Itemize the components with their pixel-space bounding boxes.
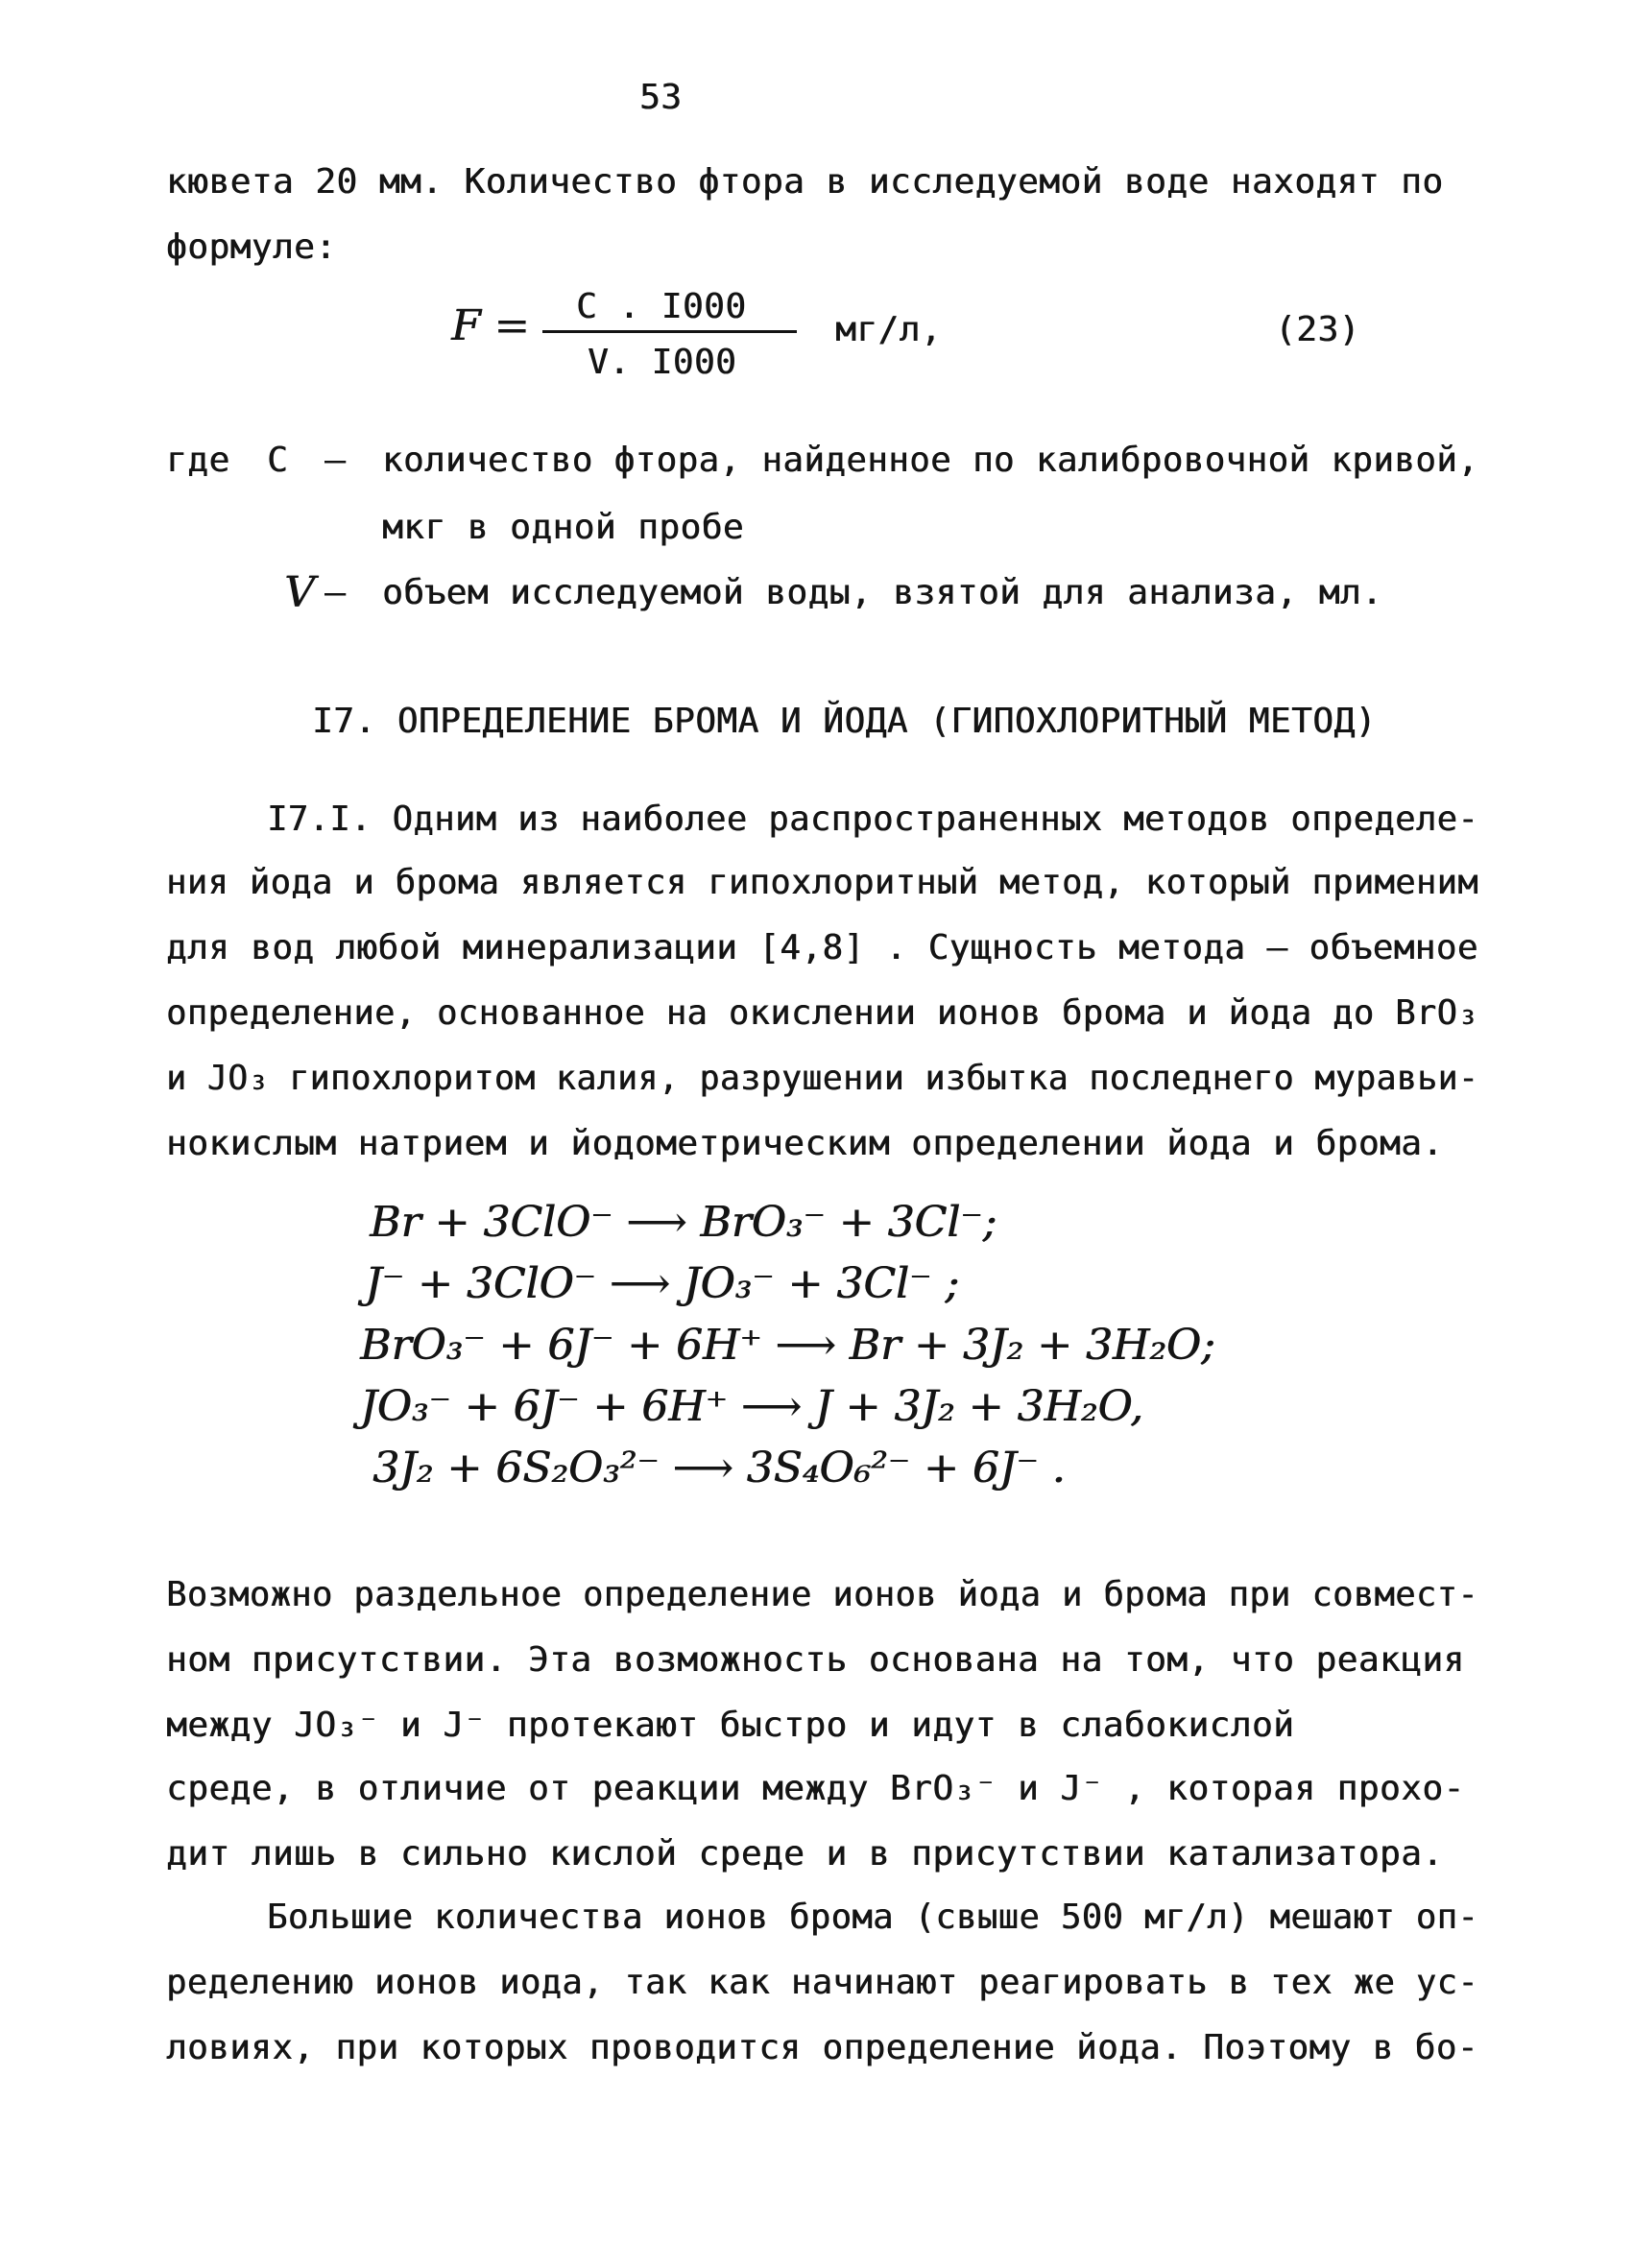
paragraph-2-line: среде, в отличие от реакции между BrO₃⁻ и J⁻ , которая прохо-	[166, 1769, 1465, 1808]
fraction-bar	[542, 330, 797, 333]
paragraph-1-line: определение, основанное на окислении ионов брома и йода до BrO₃	[166, 993, 1478, 1033]
equation-line: J⁻ + 3ClO⁻ ⟶ JO₃⁻ + 3Cl⁻ ;	[365, 1259, 959, 1308]
section-title: I7. ОПРЕДЕЛЕНИЕ БРОМА И ЙОДА (ГИПОХЛОРИТНЫЙ МЕТОД)	[312, 702, 1377, 741]
paragraph-3-line: Большие количества ионов брома (свыше 500 мг/л) мешают оп-	[267, 1898, 1479, 1937]
equation-line: BrO₃⁻ + 6J⁻ + 6H⁺ ⟶ Br + 3J₂ + 3H₂O;	[360, 1321, 1215, 1370]
intro-line-2: формуле:	[166, 227, 337, 267]
where-word: где	[166, 441, 230, 480]
intro-line-1: кювета 20 мм. Количество фтора в исследуемой воде находят по	[166, 162, 1444, 202]
v-symbol: V	[284, 568, 315, 617]
c-dash: –	[324, 441, 347, 480]
paragraph-1-line: для вод любой минерализации [4,8] . Сущность метода – объемное	[166, 928, 1478, 967]
paragraph-3-line: ределению ионов иода, так как начинают реагировать в тех же ус-	[166, 1963, 1478, 2002]
equation-line: 3J₂ + 6S₂O₃²⁻ ⟶ 3S₄O₆²⁻ + 6J⁻ .	[372, 1444, 1066, 1492]
paragraph-1-line: нокислым натрием и йодометрическим определении йода и брома.	[166, 1124, 1444, 1163]
formula-numerator: C . I000	[576, 287, 747, 326]
equation-line: Br + 3ClO⁻ ⟶ BrO₃⁻ + 3Cl⁻;	[370, 1198, 997, 1247]
paragraph-2-line: ном присутствии. Эта возможность основана на том, что реакция	[166, 1640, 1465, 1680]
c-definition-line-2: мкг в одной пробе	[382, 508, 744, 547]
paragraph-1-line: ния йода и брома является гипохлоритный метод, который применим	[166, 863, 1478, 902]
c-symbol: C	[267, 441, 289, 480]
c-definition-line-1: количество фтора, найденное по калибровочной кривой,	[382, 441, 1479, 480]
formula-denominator: V. I000	[588, 343, 737, 382]
paragraph-2-line: Возможно раздельное определение ионов йода и брома при совмест-	[166, 1575, 1478, 1614]
v-dash: –	[324, 573, 347, 612]
formula-lhs: F =	[451, 301, 530, 350]
paragraph-3-line: ловиях, при которых проводится определение йода. Поэтому в бо-	[166, 2028, 1478, 2067]
v-definition: объем исследуемой воды, взятой для анализа, мл.	[382, 573, 1383, 612]
paragraph-2-line: между JO₃⁻ и J⁻ протекают быстро и идут в слабокислой	[166, 1706, 1295, 1745]
formula-number: (23)	[1275, 310, 1360, 349]
paragraph-1-line: I7.I. Одним из наиболее распространенных методов определе-	[267, 800, 1479, 839]
formula-unit: мг/л,	[835, 310, 942, 349]
page-number: 53	[639, 78, 683, 117]
paragraph-2-line: дит лишь в сильно кислой среде и в присутствии катализатора.	[166, 1834, 1444, 1874]
paragraph-1-line: и JO₃ гипохлоритом калия, разрушении избытка последнего муравьи-	[166, 1059, 1479, 1098]
equation-line: JO₃⁻ + 6J⁻ + 6H⁺ ⟶ J + 3J₂ + 3H₂O,	[360, 1382, 1143, 1431]
